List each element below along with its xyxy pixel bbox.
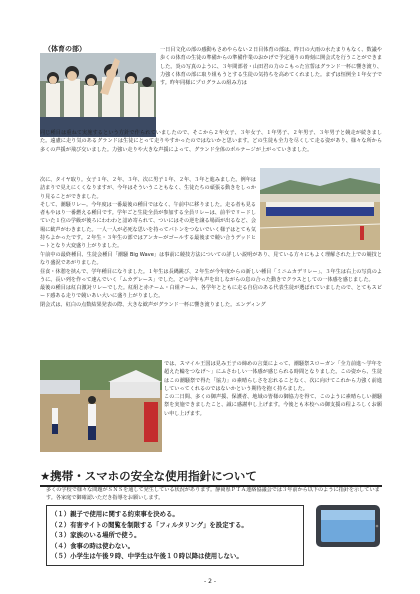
rule-item: （２）有害サイトの閲覧を制限する「フィルタリング」を設定する。 xyxy=(51,520,248,529)
rule-item: （１）親子で使用に関する約束事を決める。 xyxy=(51,510,179,518)
safety-intro: 多くの学校で様々な問題がＳＮＳを通して発生している状況があります。静岡県ＰＴＡ連絡協議会では３年前から以下のように指針を示しています。各家庭で御確認いただき指導をお願いします。 xyxy=(46,487,380,502)
safety-heading: ★携帯・スマホの安全な使用指針について xyxy=(40,468,382,487)
rule-item: （４）食事の時は使わない。 xyxy=(51,541,135,550)
cheering-students-photo xyxy=(40,53,156,137)
rule-item: （３）家族のいる場所で使う。 xyxy=(51,531,141,540)
paragraph-tire-relay: 次に、タイヤ取り。女子１年、２年、３年、次に男子１年、２年、３年と進みました。例年は詰まりで見えにくくなりますが、今年はそういうこともなく、生徒たちの頑張る動きをしっかり見ることができました。 そして、潮騒リレー。今年度は一番最後の種目ではなく、午前中に移りました。走る者も見る者もやはり一番燃える種目です。学年ごと生徒全員が参加する全員リレーは、前半でリードしていた１位の学級が後ろにわわわと詰め寄られて、ついにはその逆を譲る場面が出るなど、会場に歓声がわきました。一人一人が必死な思いを持ってバトンをつないでいく様子はとても気持ちよかったです。２年生・３年生の部ではアンカーがゴールする最後まで競い合うデッドヒートとなり大変盛り上がりました。 xyxy=(40,177,256,250)
centipede-race-photo xyxy=(260,168,380,250)
safety-rules-box xyxy=(46,505,304,566)
page-number: - 2 - xyxy=(204,578,216,585)
paragraph-opening: 一日目文化の部の感動もさめやらない２日目体育の部は、昨日の大雨の水たまりもなく、数議や歩くの体育の生徒の準備からの準備作業のおかげで予定通りの時刻に開会式を行うことができました。炎の写真のように、３年間部者・山田君の力のこもった宣誓はグランド一杯に響き渡り、力強く体育の部に取り組もうとする生徒の気持ちを高めてくれました。まずは恒例全１年女子です。昨年同様にプログラムの組み方は xyxy=(160,47,382,87)
rule-item: （５）小学生は午後９時、中学生は午後１０時以降は使用しない。 xyxy=(51,552,243,561)
paragraph-races: 同じ種目は重ねて実施するという方針で作られていましたので、そこから２年女子、３年女子、１年男子、２年男子、３年男子と競走が続きました。遠慮に走り気のあるグランドは生徒にとって走りやすかったのではないかと思います。どの生徒も全力を尽くして走る姿があり、様々な所から多くの声援が飛び交いました。力強い走りや大きな声援によって、グランド全体のボルテージが上がっていきました。 xyxy=(40,130,382,153)
tablet-illustration xyxy=(312,501,384,551)
section-label: （体育の部） xyxy=(44,45,86,53)
paragraph-afternoon: 午前中の最終種目、生徒会種目「潮騒 Big Wave」は事前に競技方法についての詳しい説明があり、見ている方々にもよく理解された上での競技となり盛況であがりました。 昼食・休憩を挟んで、学年種目になりました。１年生は長縄跳び、２年生が今年度からの新しい種目「ミニムカデリレー」、３年生は右上の写真のように、長い列を作って速んでいく「ムカデレース」でした。どの学年も声を出しながらの息の合った動きでクラスとしての一体感を感じました。 最後の種目は紅白激対リレーでした。紅組と赤チーム・白組チーム、各学年とともに走る自信のある代表生徒が選ばれていましたので、とてもスピード感ある走りで競いあい大いに盛り上がりました。 閉会式は、紅白の点数結果発表の際、大きな歓声がグランド一杯に響き渡りました。エンディング xyxy=(40,252,382,308)
field-event-photo xyxy=(40,360,162,452)
paragraph-closing: では、スマイル王国は見み王子の締めの言葉によって、潮騒祭スローガン「全力前進～学年を超えた輪をつなげ～」にふさわしい一体感が感じられる時間となりました。この姿から、生徒はこの潮騒祭で得た「協力」の素晴らしさを忘れることなく、次に向けてこれから力強く前進していってくれるのではないかという期待を抱く持ちました。 この二日間、多くの御声援、保護者、地域の皆様の御協力を得て、このように素晴らしい潮騒祭を実施できましたこと、誠に感謝申し上げます。今後とも本校への御支援の程よろしくお願い申し上げます。 xyxy=(164,361,382,417)
